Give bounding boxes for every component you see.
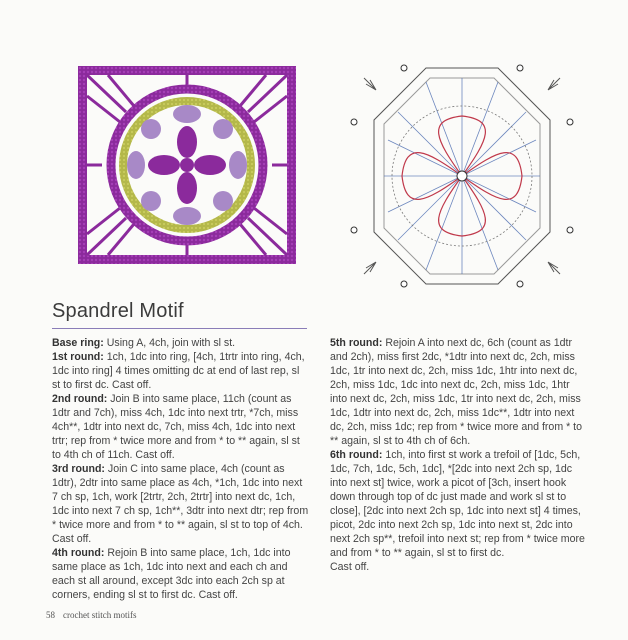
motif-photo [78,66,296,264]
round-label: 6th round: [330,449,383,461]
title-rule [52,328,307,329]
round-label: 2nd round: [52,393,108,405]
round-text: 1ch, 1dc into ring, [4ch, 1trtr into ring, 4ch, 1dc into ring] 4 times omitting dc at end of last rep, sl st to first dc. Cast off. [52,351,305,391]
page-number: 58 [46,610,55,620]
round-text: Using A, 4ch, join with sl st. [103,337,236,349]
round-label: 5th round: [330,337,383,349]
round-label: 1st round: [52,351,104,363]
round-label: 3rd round: [52,463,105,475]
round-label: 4th round: [52,547,105,559]
pattern-title: Spandrel Motif [52,300,184,322]
instructions-left-column [52,336,310,602]
round-text: 1ch, into first st work a trefoil of [1dc, 5ch, 1dc, 7ch, 1dc, 5ch, 1dc], *[2dc into next 2ch sp, 1dc into next st] twice, work a picot of [3ch, insert hook down through top of dc just made and work sl st to close], [2dc into next 2ch sp, 1dc into next st] 4 times, picot, 2dc into next 2ch sp, 1dc into next st, 2dc into next 2ch sp**, trefoil into next st; rep from * twice more and from * to ** again, sl st to first dc. [330,449,585,559]
instructions-right-column [330,336,588,574]
round-text: Rejoin B into same place, 1ch, 1dc into same place as 1ch, 1dc into next and each ch and each st all around, except 3dc into each 2ch sp at corners, ending sl st to first dc. Cast off. [52,547,291,601]
round-paragraph [52,546,310,602]
round-paragraph [52,336,310,350]
round-paragraph [52,350,310,392]
round-label: Base ring: [52,337,104,349]
round-paragraph [330,336,588,448]
round-text: Join C into same place, 4ch (count as 1dtr), 2dtr into same place as 4ch, *1ch, 1dc into next 7 ch sp, 1ch, work [2trtr, 2ch, 2trtr] into next dc, 1ch, 1dc into next 7 ch sp, 1ch**, 3dtr into next dtr; rep from * twice more and from * to ** again, sl st to top of 4ch. Cast off. [52,463,309,545]
round-paragraph [330,448,588,560]
cast-off-line [330,560,588,574]
round-text: Rejoin A into next dc, 6ch (count as 1dtr and 2ch), miss first 2dc, *1dtr into next dc, 2ch, miss 1dc, 1tr into next dc, 2ch, miss 1dc, 1htr into next dc, 2ch, miss 1dc, 1dc into next dc, 2ch, miss 1dc, 1htr into next dc, 2ch, miss 1dc, 1tr into next dc, 2ch, miss 1dc, 1dtr into next dc, 2ch, miss 1dc**, 1dtr into next dc, 2ch, miss 1dc; rep from * twice more and from * to ** again, sl st to 4th ch of 6ch. [330,337,582,447]
round-paragraph [52,392,310,462]
page-footer [46,610,136,620]
stitch-diagram [336,50,588,302]
running-head: crochet stitch motifs [63,610,137,620]
round-text: Cast off. [330,561,370,573]
round-text: Join B into same place, 11ch (count as 1dtr and 7ch), miss 4ch, 1dc into next trtr, *7ch, miss 4ch**, 1dtr into next dc, 7ch, miss 4ch, 1dc into next trtr; rep from * twice more and from * to ** again, sl st to 4th ch of 11ch. Cast off. [52,393,300,461]
round-paragraph [52,462,310,546]
